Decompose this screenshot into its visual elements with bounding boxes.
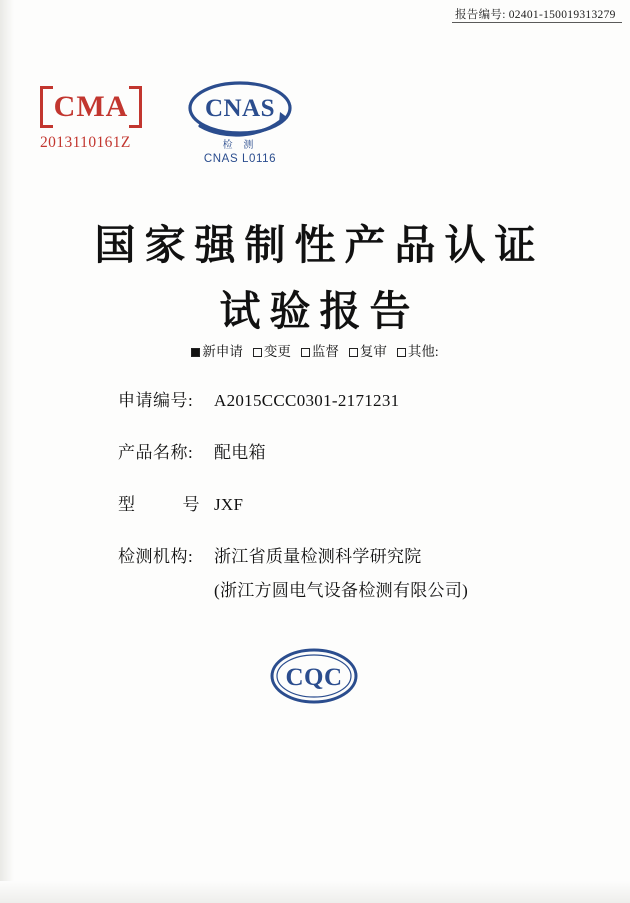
report-number (455, 6, 616, 22)
field-product-name-value: 配电箱 (214, 443, 266, 462)
scan-edge-bottom (0, 881, 630, 903)
field-application-number-value: A2015CCC0301-2171231 (214, 391, 400, 410)
application-type-new[interactable] (191, 340, 243, 360)
field-testing-agency-value: 浙江省质量检测科学研究院 (214, 547, 422, 566)
field-application-number-label: 申请编号: (118, 391, 194, 410)
application-type-other-label: 其他: (407, 344, 439, 359)
application-type-other[interactable] (397, 340, 439, 360)
field-model-label (118, 490, 214, 515)
field-testing-agency (118, 542, 558, 567)
scan-edge-left (0, 0, 14, 903)
field-model (118, 490, 558, 515)
svg-text:CNAS: CNAS (204, 95, 276, 122)
application-type-row (0, 340, 630, 360)
field-product-name (118, 438, 558, 463)
cma-certificate-number: 2013110161Z (40, 134, 131, 151)
checkbox-icon[interactable] (349, 348, 358, 357)
page-title-line1: 国家强制性产品认证 (94, 222, 545, 268)
field-model-label-part1: 型 (118, 495, 136, 514)
field-testing-agency-value-secondary: (浙江方圆电气设备检测有限公司) (214, 581, 469, 600)
cqc-seal-icon (265, 645, 363, 707)
application-type-change[interactable] (253, 340, 291, 360)
field-testing-agency-label: 检测机构: (118, 547, 194, 566)
application-type-review[interactable] (349, 340, 387, 360)
cma-bracket-right-icon (129, 86, 142, 128)
svg-text:CQC: CQC (285, 664, 343, 691)
cnas-mark-block (180, 78, 300, 165)
cma-logo-icon (40, 86, 142, 128)
report-number-label: 报告编号: (455, 9, 506, 21)
page-title-line2: 试验报告 (219, 288, 420, 334)
cnas-lab-code: CNAS L0116 (203, 153, 277, 165)
field-model-label-part2: 号 (182, 495, 200, 514)
checkbox-icon[interactable] (191, 348, 200, 357)
checkbox-icon[interactable] (301, 348, 310, 357)
field-application-number (118, 386, 558, 411)
application-type-change-label: 变更 (263, 344, 291, 359)
application-type-supervision[interactable] (301, 340, 339, 360)
application-type-new-label: 新申请 (202, 344, 243, 359)
field-model-value: JXF (214, 495, 244, 514)
cnas-logo-icon (184, 78, 296, 140)
application-type-review-label: 复审 (359, 344, 387, 359)
checkbox-icon[interactable] (253, 348, 262, 357)
cnas-subtext: 检 测 (222, 140, 258, 151)
cma-mark-block (40, 86, 170, 152)
report-number-underline (452, 22, 622, 23)
field-product-name-label: 产品名称: (118, 443, 194, 462)
application-type-supervision-label: 监督 (311, 344, 339, 359)
checkbox-icon[interactable] (397, 348, 406, 357)
report-fields (118, 386, 558, 627)
cma-logo-text: CMA (53, 90, 129, 123)
report-number-value: 02401-150019313279 (508, 9, 616, 21)
